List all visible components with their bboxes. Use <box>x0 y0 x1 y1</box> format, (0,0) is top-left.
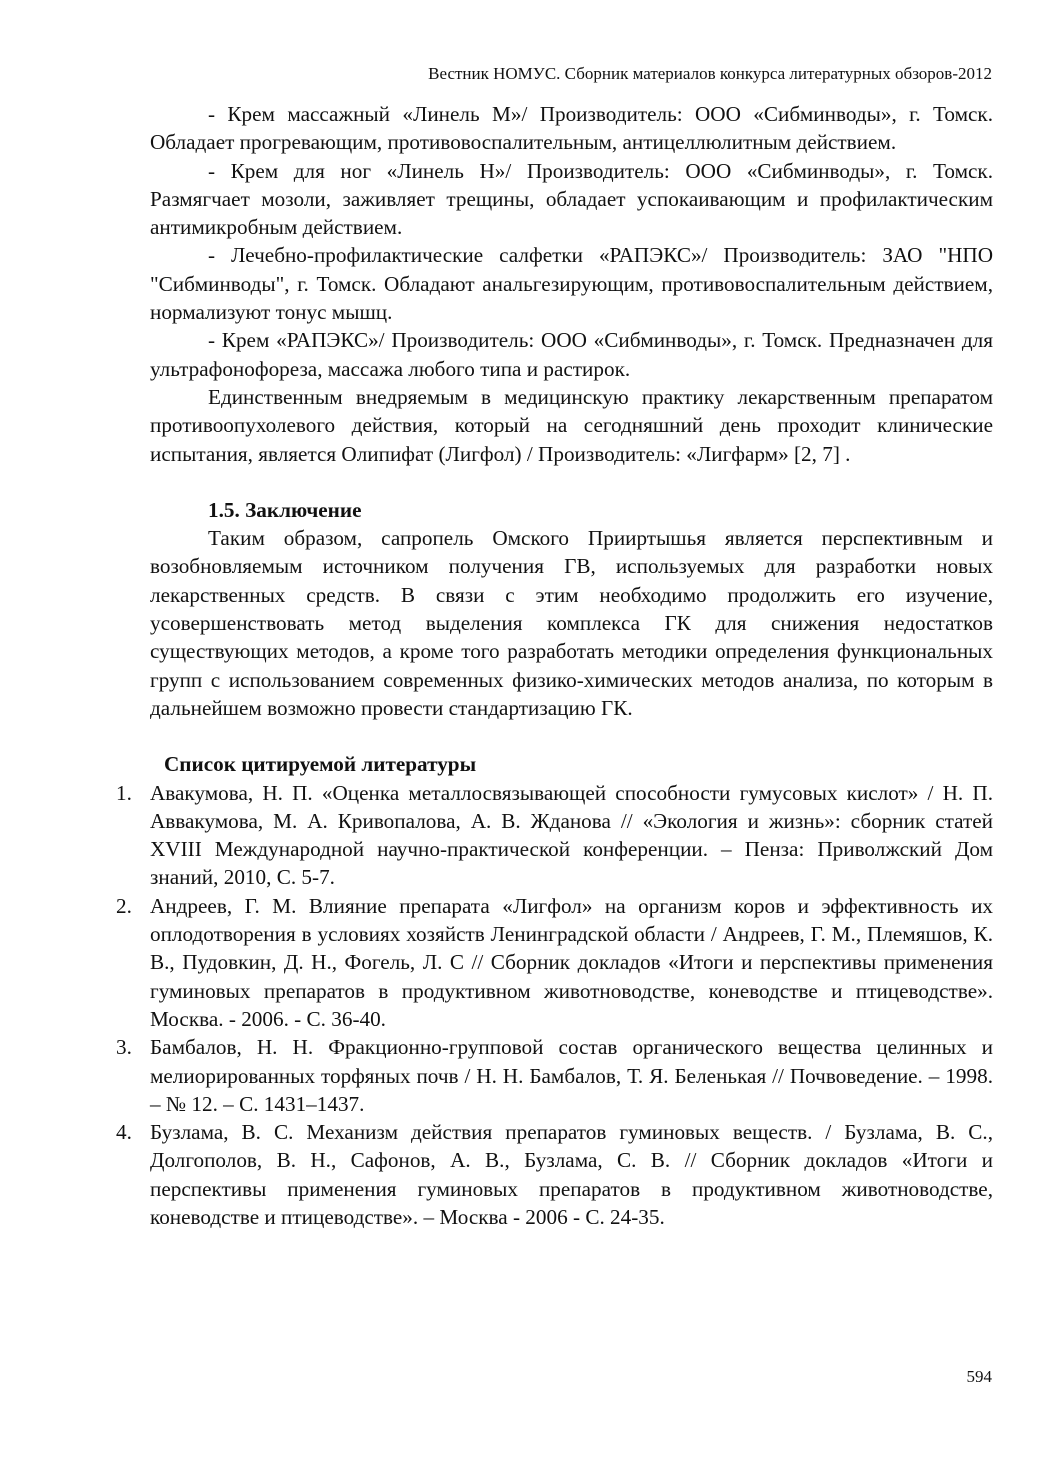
references-list <box>116 779 993 1232</box>
reference-text: Авакумова, Н. П. «Оценка металлосвязывающей способности гумусовых кислот» / Н. П. Аввакумова, М. А. Кривопалова, А. В. Жданова // «Экология и жизнь»: сборник статей XVIII Международной научно-практической конференции. – Пенза: Приволжский Дом знаний, 2010, С. 5-7. <box>150 780 993 890</box>
paragraph-cream-linel-n: - Крем для ног «Линель Н»/ Производитель: ООО «Сибминводы», г. Томск. Размягчает мозоли, заживляет трещины, обладает успокаивающим и профилактическим антимикробным действием. <box>150 158 993 240</box>
reference-number: 4. <box>116 1120 132 1145</box>
reference-item <box>116 779 993 892</box>
reference-text: Бузлама, В. С. Механизм действия препаратов гуминовых веществ. / Бузлама, В. С., Долгополов, В. Н., Сафонов, А. В., Бузлама, С. В. // Сборник докладов «Итоги и перспективы применения гуминовых препаратов в продуктивном животноводстве, коневодстве и птицеводстве». – Москва - 2006 - С. 24-35. <box>150 1120 993 1229</box>
section-heading: 1.5. Заключение <box>208 497 362 522</box>
paragraph-cream-linel-m: - Крем массажный «Линель М»/ Производитель: ООО «Сибминводы», г. Томск. Обладает прогревающим, противовоспалительным, антицеллюлитным действием. <box>150 102 993 155</box>
paragraph-olipifat: Единственным внедряемым в медицинскую практику лекарственным препаратом противоопухолевого действия, который на сегодняшний день проходит клинические испытания, является Олипифат (Лигфол) / Производитель: «Лигфарм» [2, 7] . <box>150 384 993 466</box>
spacer <box>150 468 993 496</box>
references-title: Список цитируемой литературы <box>164 752 477 777</box>
reference-item <box>116 1118 993 1231</box>
page-number: 594 <box>966 1367 992 1386</box>
reference-number: 1. <box>116 780 132 805</box>
running-header: Вестник НОМУС. Сборник материалов конкурса литературных обзоров-2012 <box>428 64 992 83</box>
page-body <box>116 100 993 1231</box>
reference-text: Андреев, Г. М. Влияние препарата «Лигфол» на организм коров и эффективность их оплодотворения в условиях хозяйств Ленинградской области / Андреев, Г. М., Племяшов, К. В., Пудовкин, Д. Н., Фогель, Л. С // Сборник докладов «Итоги и перспективы применения гуминовых препаратов в продуктивном животноводстве, коневодстве и птицеводстве». Москва. - 2006. - С. 36-40. <box>150 893 993 1031</box>
reference-number: 2. <box>116 893 132 918</box>
paragraph-cream-rapeks: - Крем «РАПЭКС»/ Производитель: ООО «Сибминводы», г. Томск. Предназначен для ультрафонофореза, массажа любого типа и растирок. <box>150 328 993 381</box>
reference-item <box>116 892 993 1033</box>
reference-number: 3. <box>116 1035 132 1060</box>
paragraph-napkins-rapeks: - Лечебно-профилактические салфетки «РАПЭКС»/ Производитель: ЗАО "НПО "Сибминводы", г. Томск. Обладают анальгезирующим, противовоспалительным действием, нормализуют тонус мышц. <box>150 243 993 325</box>
conclusion-paragraph: Таким образом, сапропель Омского Прииртышья является перспективным и возобновляемым источником получения ГВ, используемых для разработки новых лекарственных средств. В связи с этим необходимо продолжить его изучение, усовершенствовать метод выделения комплекса ГК для снижения недостатков существующих методов, а кроме того разработать методики определения функциональных групп с использованием современных физико-химических методов анализа, по которым в дальнейшем возможно провести стандартизацию ГК. <box>150 526 993 720</box>
reference-item <box>116 1033 993 1118</box>
spacer <box>150 722 993 750</box>
reference-text: Бамбалов, Н. Н. Фракционно-групповой состав органического вещества целинных и мелиорированных торфяных почв / Н. Н. Бамбалов, Т. Я. Беленькая // Почвоведение. – 1998. – № 12. – С. 1431–1437. <box>150 1035 993 1116</box>
